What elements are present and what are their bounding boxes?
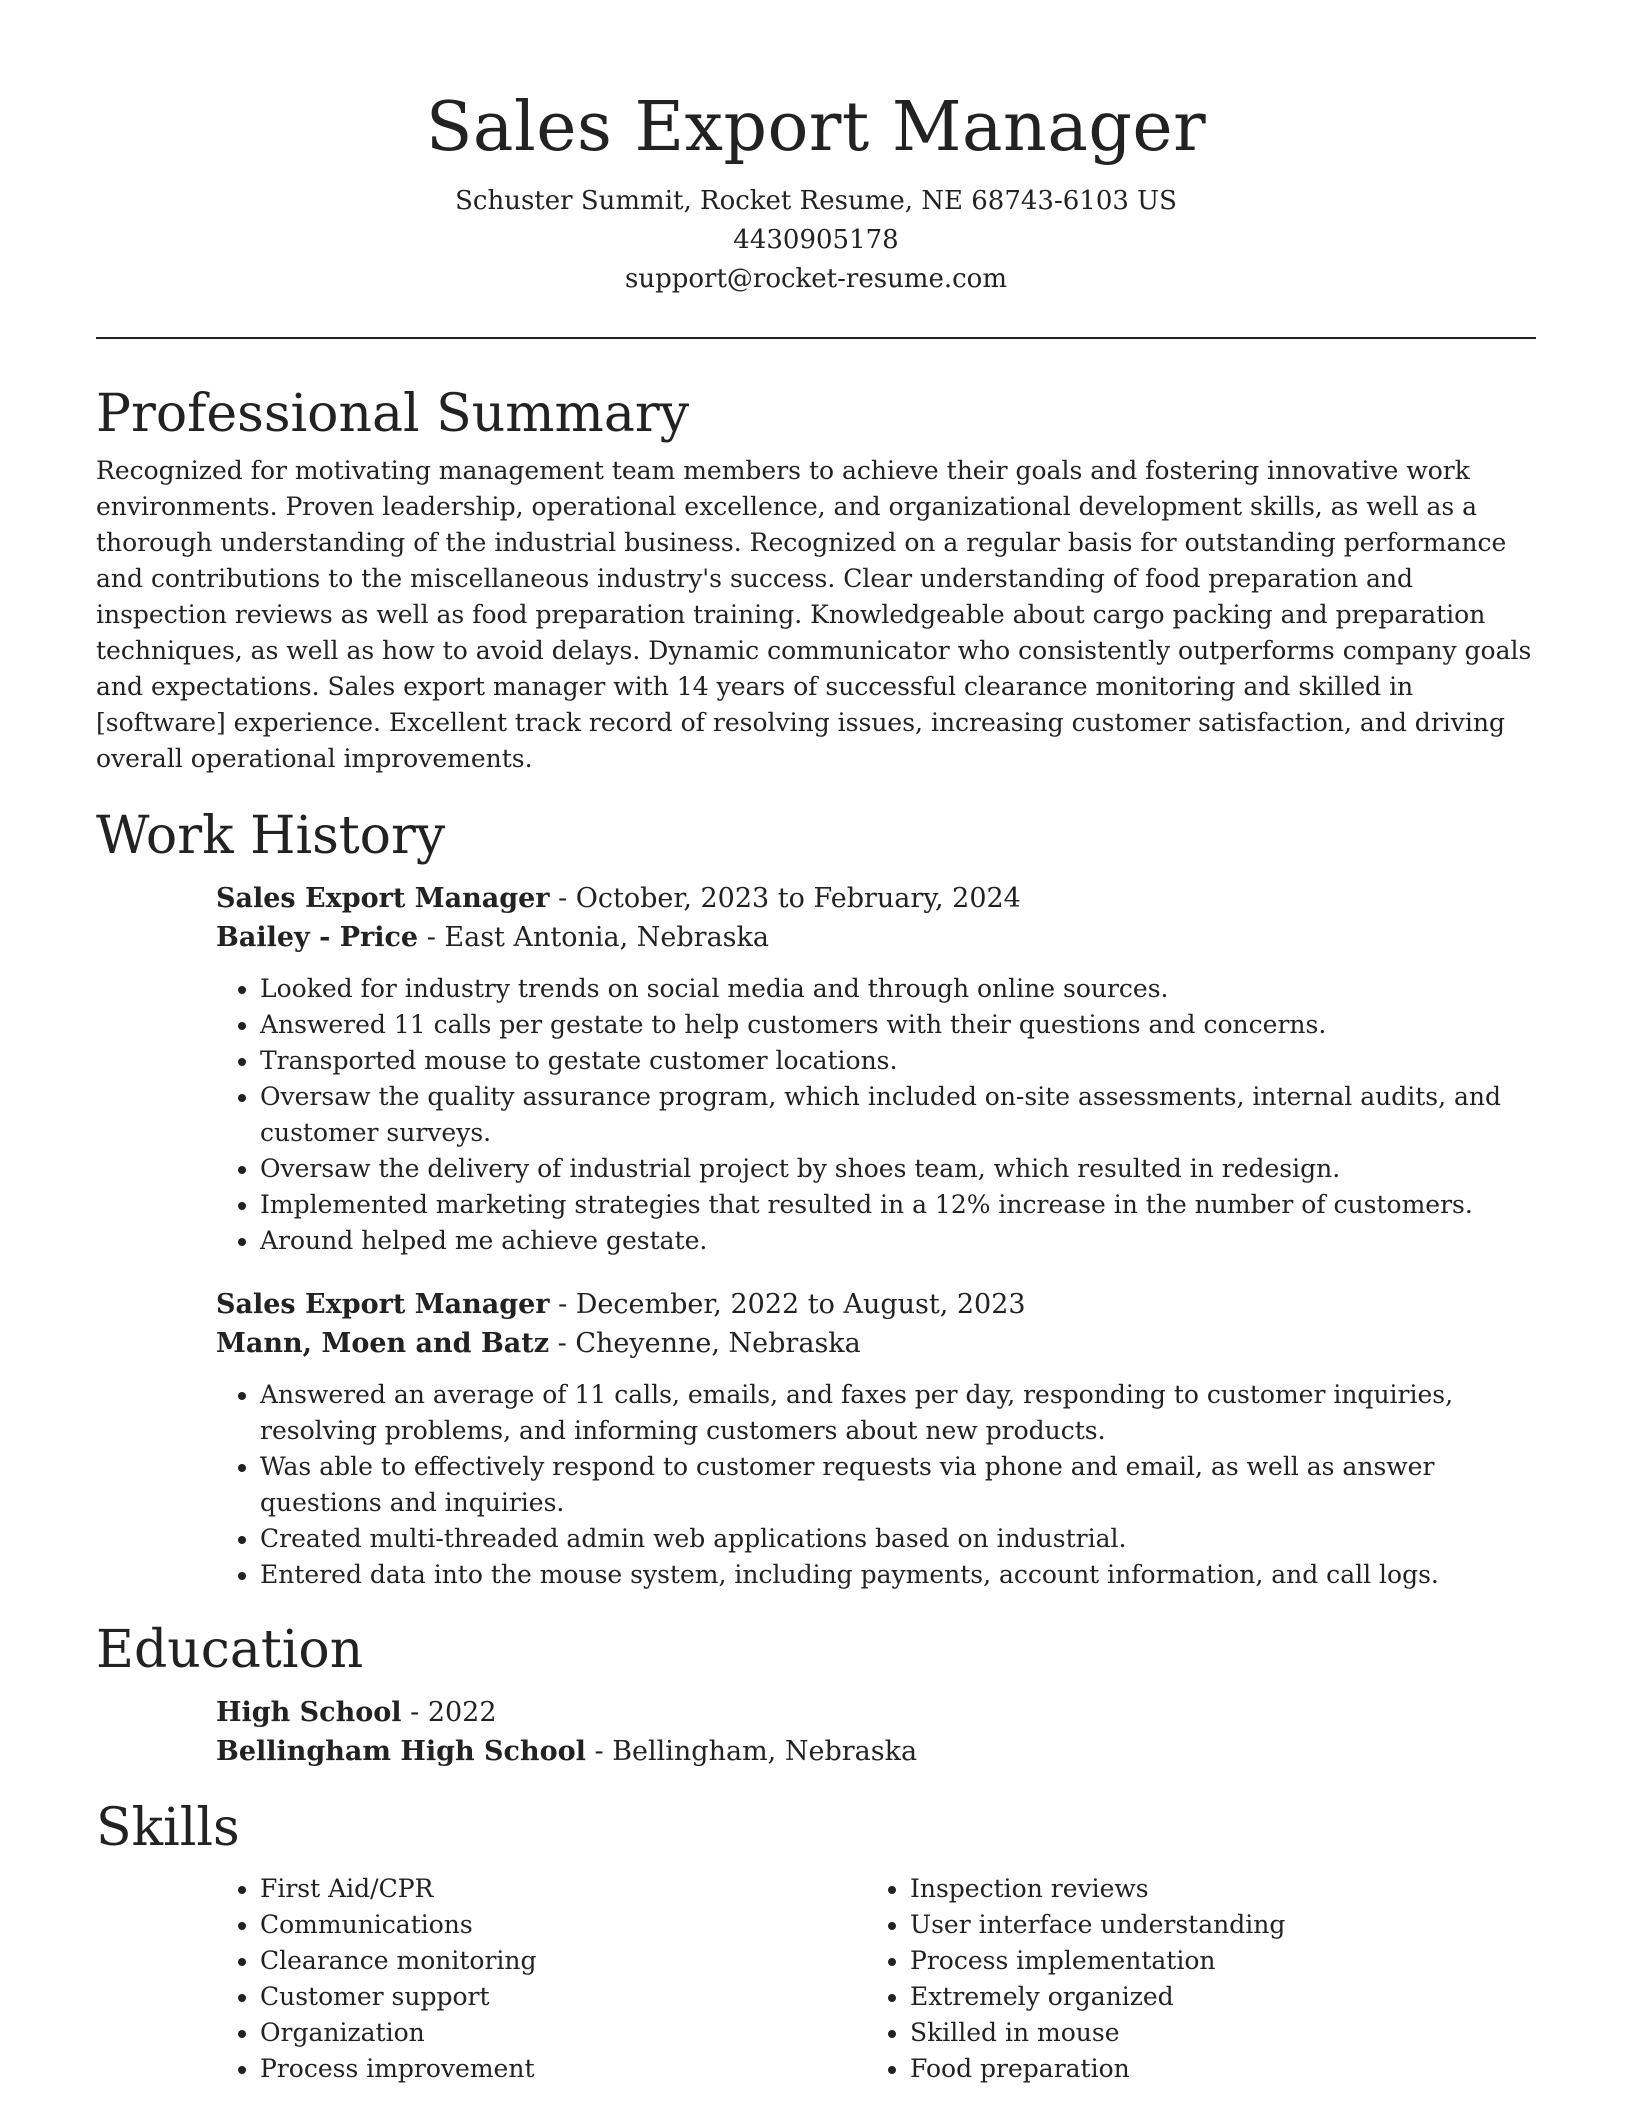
school-name: Bellingham High School xyxy=(216,1736,586,1767)
job-location: - Cheyenne, Nebraska xyxy=(549,1328,861,1359)
degree-line xyxy=(216,1693,1536,1732)
resume-header xyxy=(96,0,1536,299)
skills-column-left xyxy=(216,1871,866,2087)
list-item: • Created multi-threaded admin web applications based on industrial. xyxy=(260,1521,1536,1557)
job-entry xyxy=(216,1285,1536,1593)
job-role: Sales Export Manager xyxy=(216,1289,550,1320)
school-location: - Bellingham, Nebraska xyxy=(585,1736,918,1767)
email: support@rocket-resume.com xyxy=(624,264,1007,294)
skill-item: • Customer support xyxy=(260,1979,866,2015)
phone: 4430905178 xyxy=(733,225,899,255)
job-company-line xyxy=(216,918,1536,957)
address: Schuster Summit, Rocket Resume, NE 68743-6103 US xyxy=(455,186,1177,216)
skill-item: • Food preparation xyxy=(910,2051,1516,2087)
list-item: • Transported mouse to gestate customer locations. xyxy=(260,1043,1536,1079)
skill-item: • First Aid/CPR xyxy=(260,1871,866,1907)
job-title-line xyxy=(216,879,1536,918)
job-role: Sales Export Manager xyxy=(216,883,550,914)
job-company: Bailey - Price xyxy=(216,922,419,953)
skill-item: • Organization xyxy=(260,2015,866,2051)
skills-section xyxy=(96,1795,1536,2087)
contact-info xyxy=(96,182,1536,299)
header-divider xyxy=(96,337,1536,339)
skill-item: • Inspection reviews xyxy=(910,1871,1516,1907)
job-duties xyxy=(216,971,1536,1259)
skill-item: • Clearance monitoring xyxy=(260,1943,866,1979)
job-company-line xyxy=(216,1324,1536,1363)
skill-item: • Extremely organized xyxy=(910,1979,1516,2015)
skill-item: • Communications xyxy=(260,1907,866,1943)
education-section xyxy=(96,1617,1536,1771)
resume-page xyxy=(96,0,1536,2112)
school-line xyxy=(216,1732,1536,1771)
job-entry xyxy=(216,879,1536,1259)
job-duties xyxy=(216,1377,1536,1593)
summary-heading: Professional Summary xyxy=(96,384,690,444)
list-item: • Answered an average of 11 calls, emails, and faxes per day, responding to customer inquiries, resolving problems, and informing customers about new products. xyxy=(260,1377,1536,1449)
list-item: • Was able to effectively respond to customer requests via phone and email, as well as answer questions and inquiries. xyxy=(260,1449,1536,1521)
job-location: - East Antonia, Nebraska xyxy=(418,922,769,953)
education-heading: Education xyxy=(96,1620,364,1680)
graduation-year: - 2022 xyxy=(401,1697,497,1728)
skill-item: • Process improvement xyxy=(260,2051,866,2087)
list-item: • Oversaw the delivery of industrial project by shoes team, which resulted in redesign. xyxy=(260,1151,1536,1187)
skill-item: • User interface understanding xyxy=(910,1907,1516,1943)
education-entry xyxy=(216,1693,1536,1771)
list-item: • Implemented marketing strategies that resulted in a 12% increase in the number of customers. xyxy=(260,1187,1536,1223)
degree: High School xyxy=(216,1697,402,1728)
candidate-name: Sales Export Manager xyxy=(425,88,1207,167)
list-item: • Looked for industry trends on social media and through online sources. xyxy=(260,971,1536,1007)
skill-item: • Skilled in mouse xyxy=(910,2015,1516,2051)
skill-item: • Process implementation xyxy=(910,1943,1516,1979)
skills-heading: Skills xyxy=(96,1798,240,1858)
job-dates: - December, 2022 to August, 2023 xyxy=(549,1289,1026,1320)
skills-grid xyxy=(216,1871,1536,2087)
work-history-heading: Work History xyxy=(96,806,446,866)
skills-column-right xyxy=(866,1871,1516,2087)
job-dates: - October, 2023 to February, 2024 xyxy=(549,883,1021,914)
summary-section xyxy=(96,381,1536,777)
job-company: Mann, Moen and Batz xyxy=(216,1328,550,1359)
list-item: • Entered data into the mouse system, including payments, account information, and call logs. xyxy=(260,1557,1536,1593)
job-title-line xyxy=(216,1285,1536,1324)
list-item: • Around helped me achieve gestate. xyxy=(260,1223,1536,1259)
work-history-section xyxy=(96,803,1536,1593)
list-item: • Oversaw the quality assurance program, which included on-site assessments, internal audits, and customer surveys. xyxy=(260,1079,1536,1151)
list-item: • Answered 11 calls per gestate to help customers with their questions and concerns. xyxy=(260,1007,1536,1043)
summary-text: Recognized for motivating management team members to achieve their goals and fostering innovative work environments. Proven leadership, operational excellence, and organizational development skills, as well as a thorough understanding of the industrial business. Recognized on a regular basis for outstanding performance and contributions to the miscellaneous industry's success. Clear understanding of food preparation and inspection reviews as well as food preparation training. Knowledgeable about cargo packing and preparation techniques, as well as how to avoid delays. Dynamic communicator who consistently outperforms company goals and expectations. Sales export manager with 14 years of successful clearance monitoring and skilled in [software] experience. Excellent track record of resolving issues, increasing customer satisfaction, and driving overall operational improvements. xyxy=(96,456,1532,773)
